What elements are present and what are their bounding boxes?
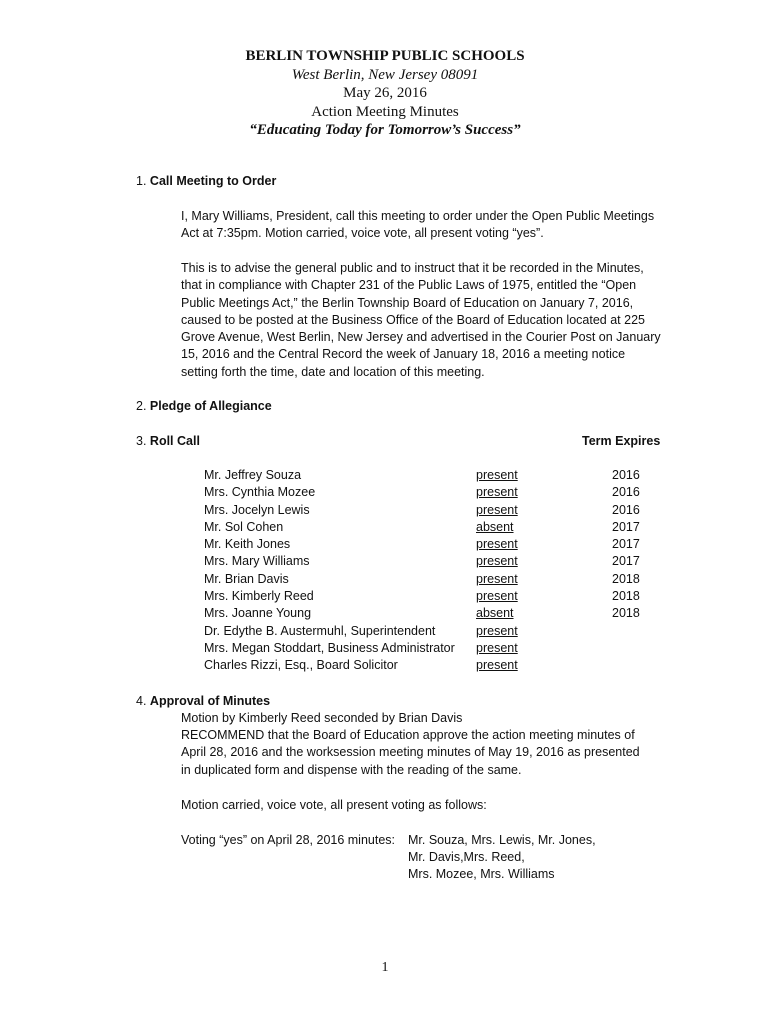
member-name: Mrs. Megan Stoddart, Business Administrator (204, 640, 455, 655)
roll-call-row (204, 623, 664, 640)
roll-call-row (204, 467, 664, 484)
section-heading-approval (136, 693, 270, 710)
section-number: 4. (136, 694, 147, 708)
roll-call-row (204, 571, 664, 588)
attendance-status: present (476, 658, 518, 673)
member-name: Dr. Edythe B. Austermuhl, Superintendent (204, 623, 436, 638)
term-expires-year: 2018 (612, 589, 640, 604)
term-expires-year: 2017 (612, 519, 640, 534)
page-number: 1 (381, 960, 389, 975)
roll-call-row (204, 553, 664, 570)
attendance-status: present (476, 623, 518, 638)
section-title: Roll Call (149, 434, 200, 448)
motto: “Educating Today for Tomorrow’s Success” (249, 122, 521, 138)
attendance-status: absent (476, 606, 514, 621)
term-expires-header: Term Expires (582, 434, 661, 448)
open-meetings-notice: This is to advise the general public and to instruct that it be recorded in the Minutes, that in compliance with Chapter 231 of the Public Laws of 1975, entitled the “Open Public Meetings Act,” the Berlin Township Board of Education on January 7, 2016, caused to be posted at the Business Office of the Board of Education located at 225 Grove Avenue, West Berlin, New Jersey and advertised in the Courier Post on January 15, 2016 and the Central Record the week of January 18, 2016 a meeting notice setting forth the time, date and location of this meeting. (181, 261, 661, 379)
member-name: Mr. Jeffrey Souza (204, 468, 302, 482)
term-expires-year: 2017 (612, 554, 640, 569)
member-name: Mr. Keith Jones (204, 537, 291, 552)
roll-call-row (204, 605, 664, 622)
member-name: Mrs. Kimberly Reed (204, 589, 314, 604)
attendance-status: present (476, 640, 518, 655)
member-name: Mr. Brian Davis (204, 571, 289, 586)
member-name: Mrs. Mary Williams (204, 554, 310, 569)
meeting-date: May 26, 2016 (343, 85, 427, 101)
section-heading-roll-call (136, 433, 200, 450)
term-expires-year: 2016 (612, 502, 640, 517)
term-expires-year: 2018 (612, 606, 640, 621)
voting-label: Voting “yes” on April 28, 2016 minutes: (181, 833, 396, 847)
section-number: 1. (136, 174, 147, 188)
member-name: Mrs. Jocelyn Lewis (204, 502, 310, 517)
term-expires-year: 2016 (612, 468, 640, 482)
section-title: Pledge of Allegiance (149, 399, 272, 413)
call-to-order-statement: I, Mary Williams, President, call this meeting to order under the Open Public Meetings Act at 7:35pm. Motion carried, voice vote, all present voting “yes”. (181, 209, 655, 241)
organization-name: BERLIN TOWNSHIP PUBLIC SCHOOLS (245, 48, 525, 64)
roll-call-row (204, 657, 664, 674)
member-name: Mrs. Joanne Young (204, 606, 312, 621)
roll-call-table (204, 467, 664, 675)
voting-names-line: Mr. Davis,Mrs. Reed, (408, 850, 525, 864)
member-name: Mr. Sol Cohen (204, 519, 284, 534)
section-title: Approval of Minutes (149, 694, 271, 708)
roll-call-row (204, 588, 664, 605)
term-expires-year: 2016 (612, 485, 640, 500)
attendance-status: present (476, 485, 518, 500)
section-number: 3. (136, 434, 147, 448)
location: West Berlin, New Jersey 08091 (291, 66, 479, 83)
voting-names-line: Mrs. Mozee, Mrs. Williams (408, 867, 555, 881)
member-name: Charles Rizzi, Esq., Board Solicitor (204, 658, 398, 673)
roll-call-row (204, 536, 664, 553)
roll-call-row (204, 640, 664, 657)
attendance-status: present (476, 502, 518, 517)
document-type: Action Meeting Minutes (311, 103, 459, 120)
attendance-status: present (476, 468, 518, 482)
attendance-status: present (476, 589, 518, 604)
attendance-status: present (476, 537, 518, 552)
term-expires-year: 2018 (612, 571, 640, 586)
document-header (0, 47, 770, 140)
section-title: Call Meeting to Order (149, 174, 277, 188)
term-expires-year: 2017 (612, 537, 640, 552)
roll-call-row (204, 502, 664, 519)
section-heading-call-to-order (136, 173, 276, 190)
section-number: 2. (136, 399, 147, 413)
attendance-status: absent (476, 519, 514, 534)
motion-text: Motion by Kimberly Reed seconded by Brian Davis (181, 711, 463, 725)
attendance-status: present (476, 571, 518, 586)
voting-names-line: Mr. Souza, Mrs. Lewis, Mr. Jones, (408, 833, 596, 847)
attendance-status: present (476, 554, 518, 569)
roll-call-row (204, 484, 664, 501)
motion-carried-text: Motion carried, voice vote, all present voting as follows: (181, 798, 487, 812)
roll-call-row (204, 519, 664, 536)
section-heading-pledge (136, 398, 272, 415)
member-name: Mrs. Cynthia Mozee (204, 485, 316, 500)
recommend-text: RECOMMEND that the Board of Education approve the action meeting minutes of April 28, 2016 and the worksession meeting minutes of May 19, 2016 as presented in duplicated form and dispense with the reading of the same. (181, 728, 640, 777)
